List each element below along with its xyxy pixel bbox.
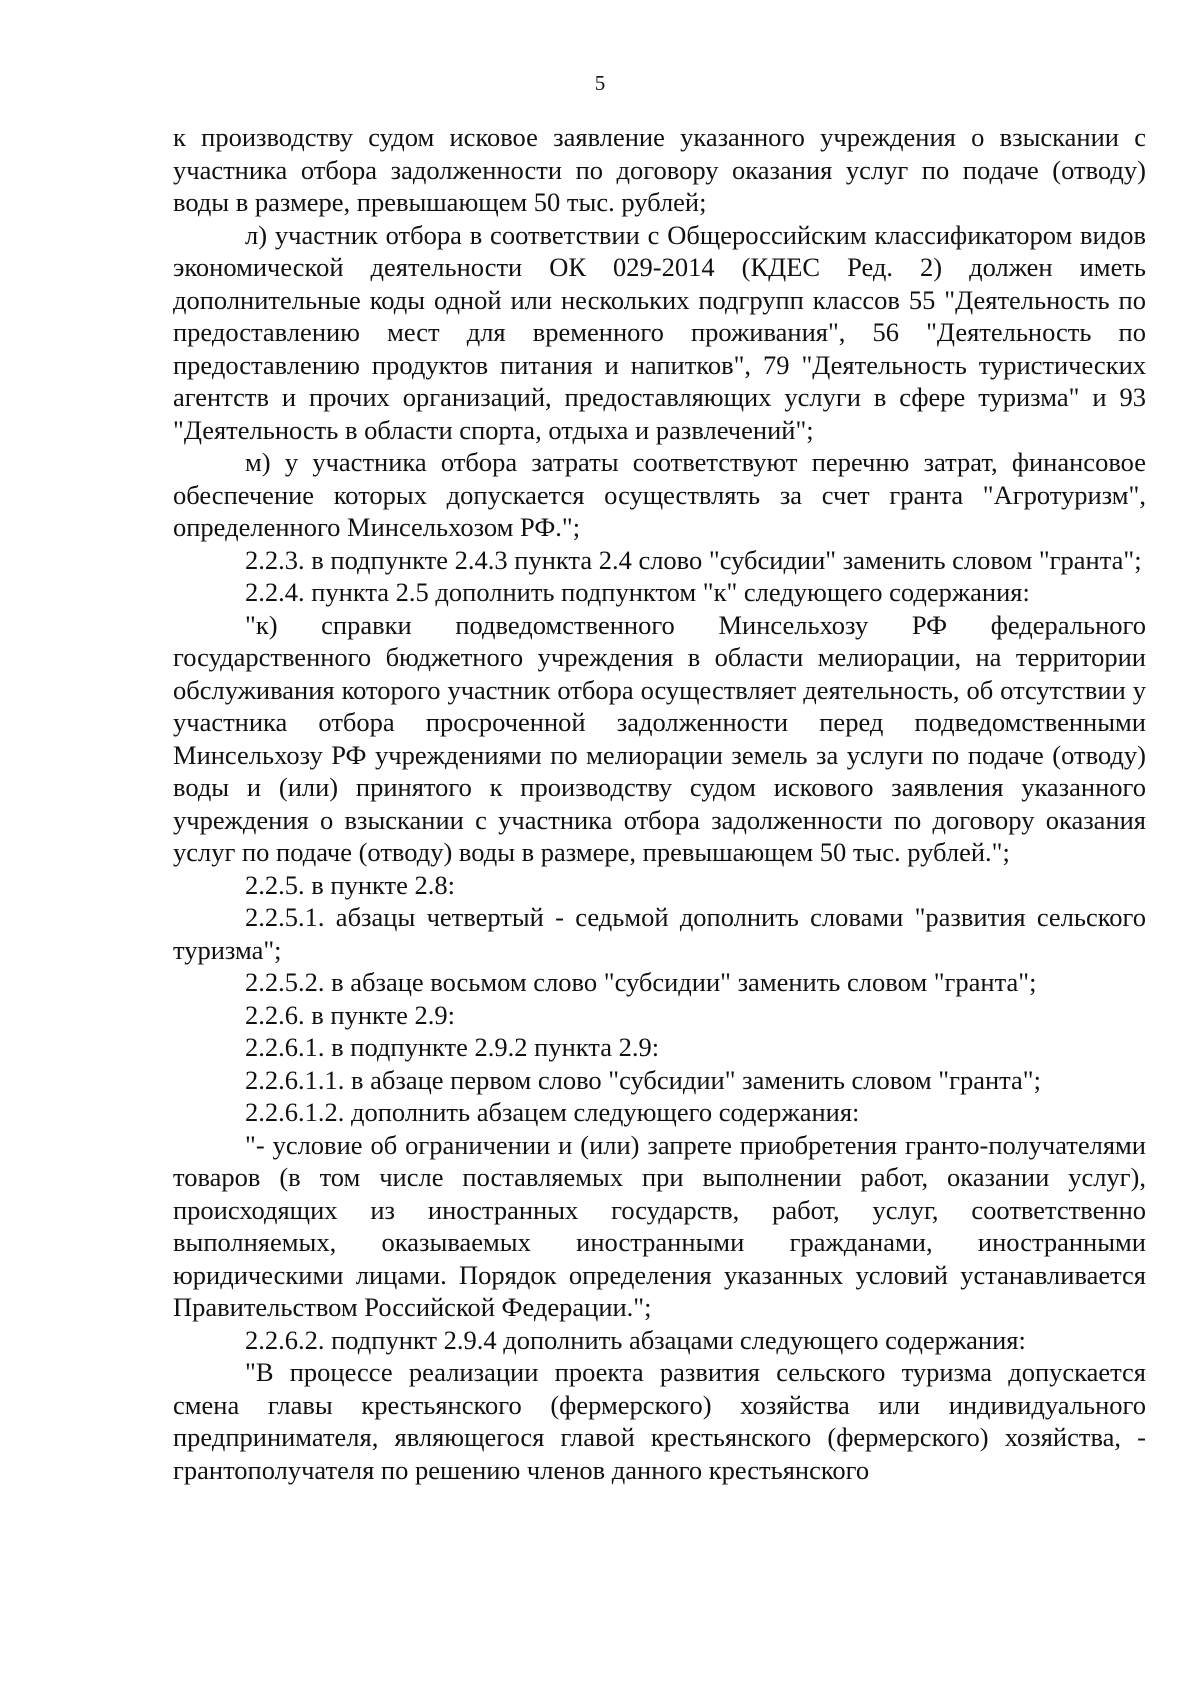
paragraph: м) у участника отбора затраты соответствуют перечню затрат, финансовое обеспечение которых допускается осуществлять за счет гранта "Агротуризм", определенного Минсельхозом РФ.";: [173, 447, 1146, 542]
paragraph: "В процессе реализации проекта развития сельского туризма допускается смена главы крестьянского (фермерского) хозяйства или индивидуального предпринимателя, являющегося главой крестьянского (фермерского) хозяйства, - грантополучателя по решению членов данного крестьянского: [173, 1357, 1146, 1485]
document-body: [173, 121, 1146, 1486]
page-number: 5: [594, 71, 606, 95]
paragraph: "к) справки подведомственного Минсельхозу РФ федерального государственного бюджетного учреждения в области мелиорации, на территории обслуживания которого участник отбора осуществляет деятельность, об отсутствии у участника отбора просроченной задолженности перед подведомственными Минсельхозу РФ учреждениями по мелиорации земель за услуги по подаче (отводу) воды и (или) принятого к производству судом искового заявления указанного учреждения о взыскании с участника отбора задолженности по договору оказания услуг по подаче (отводу) воды в размере, превышающем 50 тыс. рублей.";: [173, 609, 1146, 867]
paragraph: 2.2.4. пункта 2.5 дополнить подпунктом "к" следующего содержания:: [245, 577, 1030, 607]
paragraph: 2.2.6.1.1. в абзаце первом слово "субсидии" заменить словом "гранта";: [245, 1064, 1041, 1095]
paragraph: 2.2.6.2. подпункт 2.9.4 дополнить абзацами следующего содержания:: [245, 1324, 1026, 1355]
paragraph: 2.2.6.1.2. дополнить абзацем следующего содержания:: [245, 1097, 860, 1127]
paragraph: л) участник отбора в соответствии с Общероссийским классификатором видов экономической деятельности ОК 029-2014 (КДЕС Ред. 2) должен иметь дополнительные коды одной или нескольких подгрупп классов 55 "Деятельность по предоставлению мест для временного проживания", 56 "Деятельность по предоставлению продуктов питания и напитков", 79 "Деятельность туристических агентств и прочих организаций, предоставляющих услуги в сфере туризма" и 93 "Деятельность в области спорта, отдыха и развлечений";: [173, 219, 1146, 445]
paragraph: 2.2.5. в пункте 2.8:: [245, 869, 455, 900]
paragraph: к производству судом исковое заявление указанного учреждения о взыскании с участника отбора задолженности по договору оказания услуг по подаче (отводу) воды в размере, превышающем 50 тыс. рублей;: [173, 122, 1146, 217]
paragraph: 2.2.6.1. в подпункте 2.9.2 пункта 2.9:: [245, 1032, 660, 1062]
paragraph: 2.2.5.2. в абзаце восьмом слово "субсидии" заменить словом "гранта";: [245, 967, 1037, 997]
paragraph: 2.2.3. в подпункте 2.4.3 пункта 2.4 слово "субсидии" заменить словом "гранта";: [245, 544, 1142, 575]
paragraph: 2.2.5.1. абзацы четвертый - седьмой дополнить словами "развития сельского туризма";: [173, 902, 1146, 965]
paragraph: "- условие об ограничении и (или) запрете приобретения гранто-получателями товаров (в том числе поставляемых при выполнении работ, оказании услуг), происходящих из иностранных государств, работ, услуг, соответственно выполняемых, оказываемых иностранными гражданами, иностранными юридическими лицами. Порядок определения указанных условий устанавливается Правительством Российской Федерации.";: [173, 1129, 1146, 1322]
paragraph: 2.2.6. в пункте 2.9:: [245, 999, 455, 1030]
